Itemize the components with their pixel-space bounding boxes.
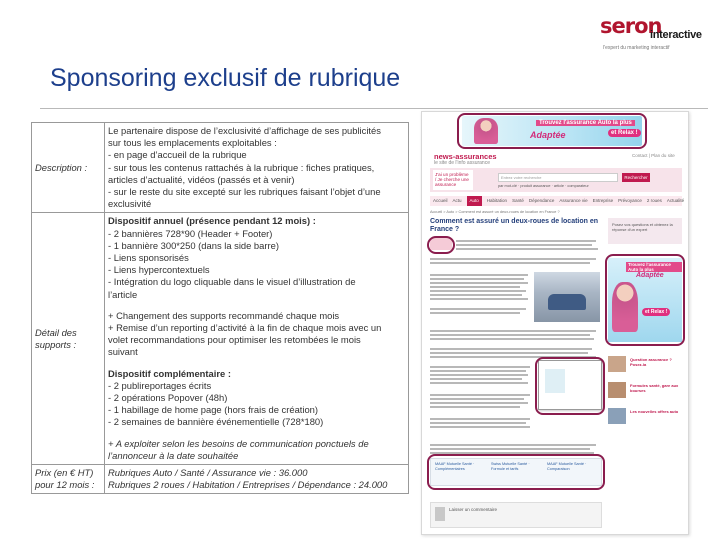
text-line <box>456 248 598 250</box>
site-breadcrumb: Accueil > Auto > Comment est assuré un deux-roues de location en France ? <box>430 210 560 214</box>
text-line <box>430 370 526 372</box>
complementary-title: Dispositif complémentaire : <box>108 367 231 379</box>
spacer <box>108 301 405 310</box>
text-line <box>430 418 530 420</box>
price-line: Rubriques 2 roues / Habitation / Entreprises / Dépendance : 24.000 <box>108 479 388 491</box>
comments-title: Laisser un commentaire <box>449 507 498 512</box>
text-line <box>430 298 528 300</box>
details-label <box>32 213 105 465</box>
text-line <box>456 240 596 242</box>
site-search-bar <box>430 168 682 192</box>
side-item <box>608 406 682 428</box>
website-screenshot <box>421 111 689 535</box>
side-item <box>608 354 682 376</box>
annual-line: l’article <box>108 288 138 300</box>
expert-box-text: Posez vos questions et obtenez la réponse d'un expert <box>612 222 673 232</box>
site-top-links: Contact | Plan du site <box>632 153 675 158</box>
highlight-header-banner <box>457 113 647 149</box>
site-menu-item: Assurance vie <box>559 198 588 203</box>
text-line <box>430 262 590 264</box>
details-value <box>105 213 409 465</box>
site-search-input: Entrez votre recherche <box>498 173 618 182</box>
text-line <box>430 338 594 340</box>
site-menu-item: Dépendance <box>528 198 555 203</box>
note-line: + A exploiter selon les besoins de communication ponctuels de <box>108 437 369 449</box>
text-line <box>430 274 528 276</box>
text-line <box>430 444 596 446</box>
site-menu-item: 2 roues <box>646 198 662 203</box>
text-line <box>430 378 522 380</box>
banner-relax-badge: et Relax ! <box>608 129 641 137</box>
side-banner-relax-badge: et Relax ! <box>642 308 670 316</box>
price-label-line: pour 12 mois : <box>35 479 95 491</box>
site-logo: news-assurances <box>434 152 497 161</box>
description-line: - en page d’accueil de la rubrique <box>108 149 247 161</box>
extra-line: volet recommandations pour optimiser les retombées le mois <box>108 334 361 346</box>
complementary-line: - 2 publireportages écrits <box>108 379 212 391</box>
site-menu-item: Santé <box>512 198 524 203</box>
complementary-line: - 2 semaines de bannière événementielle (728*180) <box>108 416 324 428</box>
avatar <box>435 507 445 521</box>
price-line: Rubriques Auto / Santé / Assurance vie : 36.000 <box>108 467 308 479</box>
text-line <box>430 330 596 332</box>
sponsored-link: MAAF Mutuelle Santé · Comparaison <box>547 462 587 471</box>
price-value <box>105 465 409 494</box>
article-title: Comment est assuré un deux-roues de location en France ? <box>430 218 599 233</box>
description-line: - sur le reste du site excepté sur les rubriques faisant l’objet d’une <box>108 186 381 198</box>
description-line: - sur tous les contenus rattachés à la rubrique : fiches pratiques, <box>108 161 375 173</box>
side-item-text: Question assurance ? Posez-la <box>630 357 672 367</box>
description-line: articles d’actualité, vidéos (passés et à venir) <box>108 173 295 185</box>
offer-table <box>31 122 409 494</box>
price-label-line: Prix (en € HT) <box>35 467 94 479</box>
sponsored-link: Swiss Mutuelle Santé · Formule et tarifs <box>491 462 530 471</box>
text-line <box>430 374 528 376</box>
note-line: l’annonceur à la date souhaitée <box>108 449 239 461</box>
annual-line: - 2 bannières 728*90 (Header + Footer) <box>108 227 273 239</box>
highlight-side-banner <box>605 254 685 346</box>
text-line <box>430 366 530 368</box>
text-line <box>430 422 526 424</box>
description-label: Description : <box>32 123 105 213</box>
expert-box <box>608 218 682 244</box>
extra-line: suivant <box>108 346 138 358</box>
site-menu-item: Auto <box>467 196 482 206</box>
logo-tagline: l'expert du marketing interactif <box>603 45 670 51</box>
site-search-button: Rechercher <box>622 173 650 182</box>
banner-tag: Trouvez l'assurance Auto la plus <box>536 120 635 126</box>
extra-line: + Remise d’un reporting d’activité à la fin de chaque mois avec un <box>108 322 382 334</box>
complementary-line: - 1 habillage de home page (hors frais de création) <box>108 404 319 416</box>
annual-line: - Liens sponsorisés <box>108 252 189 264</box>
side-item-thumbnail <box>608 356 626 372</box>
text-line <box>430 308 526 310</box>
details-label-line: Détail des <box>35 326 77 338</box>
text-line <box>430 294 522 296</box>
site-main-column <box>430 218 602 234</box>
sponsored-link: MAAF Mutuelle Santé · Complémentaires <box>435 462 475 471</box>
text-line <box>430 258 596 260</box>
spacer <box>108 359 405 368</box>
text-line <box>430 402 528 404</box>
highlight-sponsored-links <box>427 454 605 490</box>
side-banner-tag: Trouvez l'assurance Auto la plus <box>626 262 682 272</box>
text-line <box>430 282 528 284</box>
text-line <box>456 244 592 246</box>
text-line <box>430 426 530 428</box>
side-item-text: Les nouvelles offres auto <box>630 409 679 414</box>
slide-title: Sponsoring exclusif de rubrique <box>50 64 401 92</box>
site-menu-item: Actualité <box>666 198 685 203</box>
text-line <box>430 406 520 408</box>
text-line <box>430 348 592 350</box>
side-item-thumbnail <box>608 408 626 424</box>
description-line: exclusivité <box>108 198 152 210</box>
logo-sub-text: interactive <box>650 29 702 41</box>
car-image <box>548 294 586 310</box>
side-item-thumbnail <box>608 382 626 398</box>
banner-word: Adaptée <box>530 130 566 140</box>
highlight-logo <box>427 236 455 254</box>
text-line <box>430 290 526 292</box>
site-search-links: par mot-clé · produit assurance · article · comparateur <box>498 184 589 188</box>
annual-line: - Intégration du logo cliquable dans le visuel d’illustration de <box>108 276 356 288</box>
company-logo <box>600 14 718 56</box>
text-line <box>430 448 590 450</box>
site-menu-item: Actu <box>452 198 462 203</box>
description-line: Le partenaire dispose de l’exclusivité d’affichage de ses publicités <box>108 125 381 136</box>
text-line <box>430 334 590 336</box>
side-item-text: Formules santé, gare aux bourses <box>630 383 679 393</box>
details-label-line: supports : <box>35 338 77 350</box>
annual-title: Dispositif annuel (présence pendant 12 mois) : <box>108 215 316 227</box>
text-line <box>430 382 528 384</box>
description-line: sur tous les emplacements exploitables : <box>108 137 277 149</box>
extra-line: + Changement des supports recommandé chaque mois <box>108 309 340 321</box>
text-line <box>430 278 524 280</box>
title-divider <box>40 108 708 109</box>
text-line <box>430 352 588 354</box>
site-menu-item: Habitation <box>486 198 508 203</box>
problem-box: J'ai un problème / Je cherche une assurance <box>433 170 473 190</box>
side-banner-word: Adaptée <box>636 272 664 279</box>
details-row <box>32 213 409 465</box>
text-line <box>430 394 530 396</box>
text-line <box>430 286 520 288</box>
comments-box <box>430 502 602 528</box>
annual-line: - 1 bannière 300*250 (dans la side barre) <box>108 239 279 251</box>
side-item <box>608 380 682 402</box>
site-menu-item: Accueil <box>433 198 448 203</box>
price-row <box>32 465 409 494</box>
highlight-popover <box>535 357 605 415</box>
site-menu-item: Prévoyance <box>618 198 642 203</box>
spacer <box>108 429 405 438</box>
article-photo <box>534 272 600 322</box>
annual-line: - Liens hypercontextuels <box>108 264 210 276</box>
description-value <box>105 123 409 213</box>
complementary-line: - 2 opérations Popover (48h) <box>108 392 228 404</box>
site-subtitle: le site de l'info assurance <box>434 160 490 166</box>
text-line <box>430 398 524 400</box>
description-row <box>32 123 409 213</box>
site-menu <box>430 196 685 206</box>
logo-main-text: seron <box>600 14 662 38</box>
site-menu-item: Entreprise <box>592 198 614 203</box>
price-label <box>32 465 105 494</box>
text-line <box>430 312 520 314</box>
